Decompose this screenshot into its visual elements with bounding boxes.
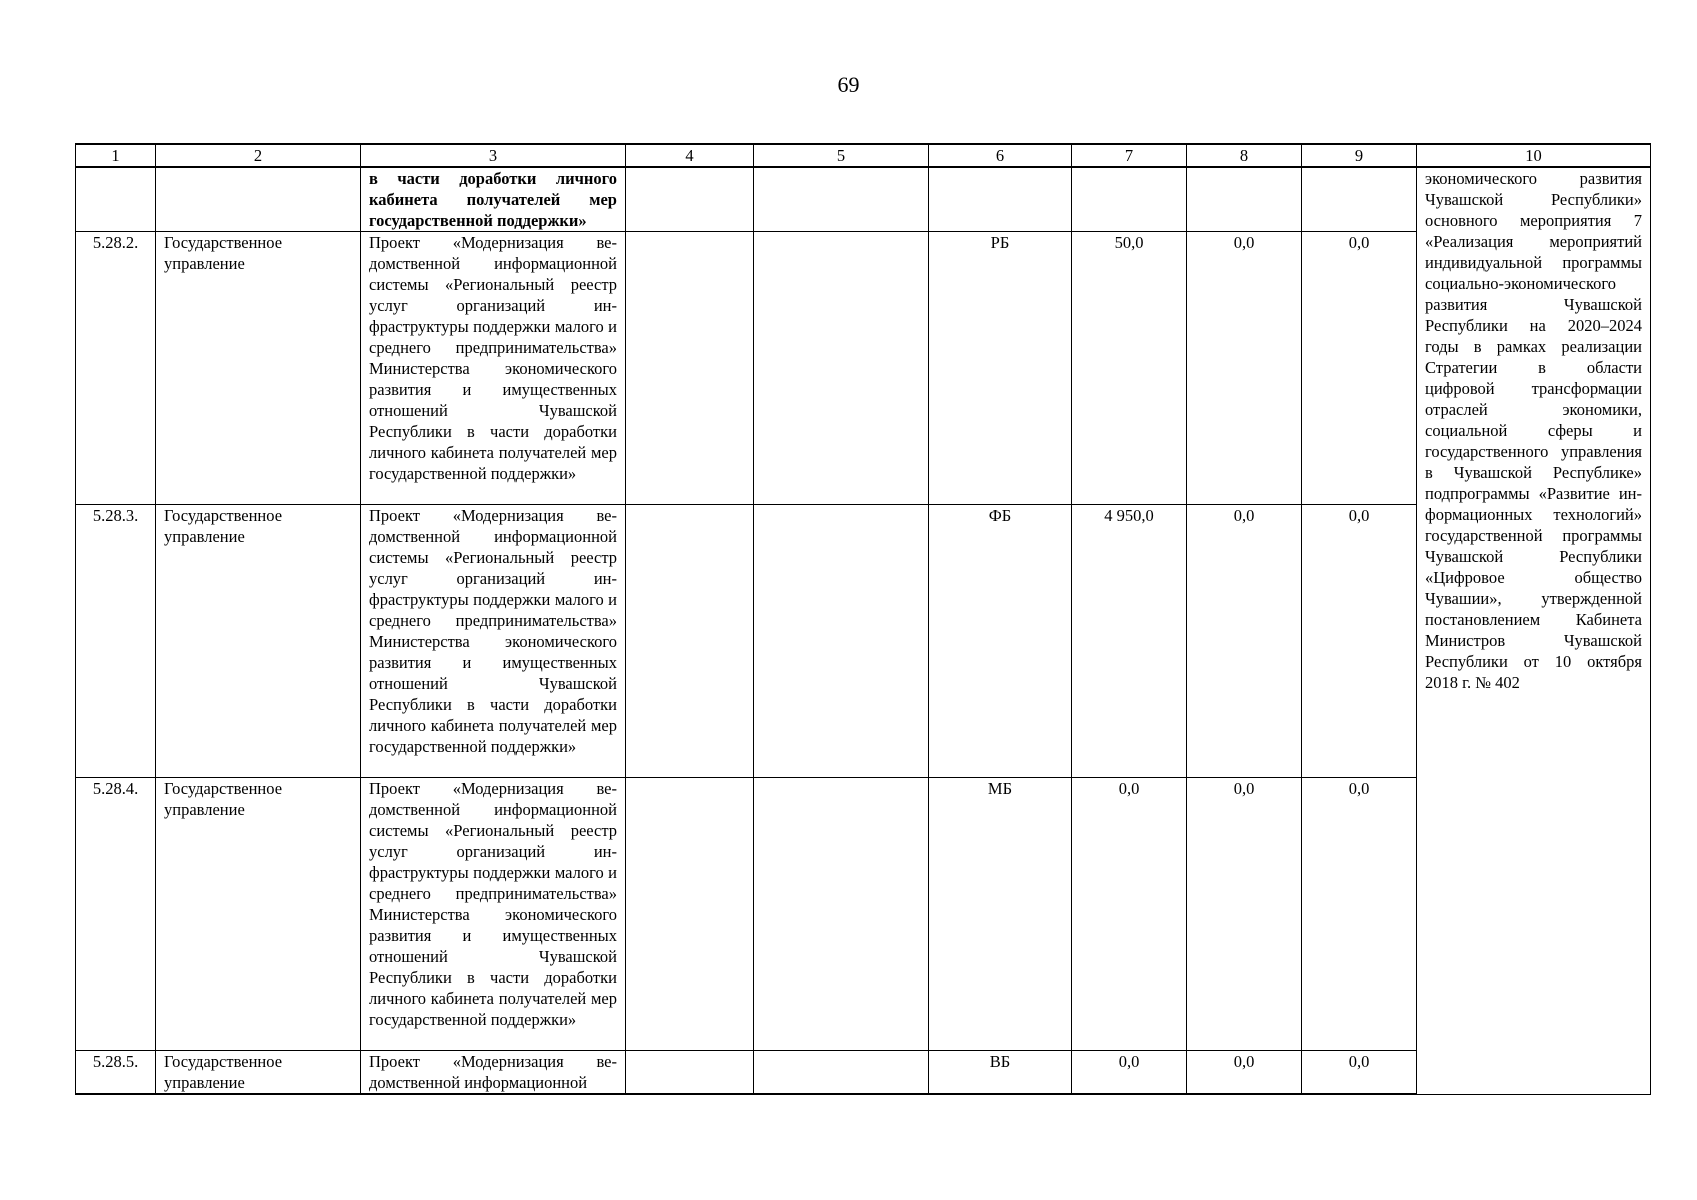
row-description: Проект «Модернизация ведомственной информационной bbox=[361, 1051, 626, 1095]
table-row bbox=[76, 505, 1651, 778]
column-header-10: 10 bbox=[1417, 144, 1651, 167]
row-funding-source: ФБ bbox=[929, 505, 1072, 778]
row-col5 bbox=[754, 505, 929, 778]
cell bbox=[754, 167, 929, 232]
row-col5 bbox=[754, 1051, 929, 1095]
row-id: 5.28.3. bbox=[76, 505, 156, 778]
cell bbox=[626, 167, 754, 232]
row-funding-source: МБ bbox=[929, 778, 1072, 1051]
row-area: Государственное управление bbox=[156, 778, 361, 1051]
table-row bbox=[76, 1051, 1651, 1095]
row-id: 5.28.2. bbox=[76, 232, 156, 505]
row-value-9: 0,0 bbox=[1302, 505, 1417, 778]
row-col4 bbox=[626, 505, 754, 778]
row-area: Государственное управление bbox=[156, 232, 361, 505]
row-value-9: 0,0 bbox=[1302, 778, 1417, 1051]
row-area: Государственное управление bbox=[156, 505, 361, 778]
column-header-7: 7 bbox=[1072, 144, 1187, 167]
column-header-2: 2 bbox=[156, 144, 361, 167]
row-col5 bbox=[754, 232, 929, 505]
row-description: Проект «Модернизация ведомственной информационной системы «Региональный реестр услуг организаций инфраструктуры поддержки малого и среднего предпринимательства» Министерства экономического развития и имущественных отношений Чувашской Республики в части доработки личного кабинета получателей мер государственной поддержки» bbox=[361, 505, 626, 778]
row-value-9: 0,0 bbox=[1302, 232, 1417, 505]
row-value-7: 0,0 bbox=[1072, 778, 1187, 1051]
data-table bbox=[75, 143, 1651, 1095]
cell bbox=[1302, 167, 1417, 232]
row-col4 bbox=[626, 232, 754, 505]
row-value-8: 0,0 bbox=[1187, 232, 1302, 505]
row-id: 5.28.4. bbox=[76, 778, 156, 1051]
row-value-7: 0,0 bbox=[1072, 1051, 1187, 1095]
row-description: Проект «Модернизация ведомственной информационной системы «Региональный реестр услуг организаций инфраструктуры поддержки малого и среднего предпринимательства» Министерства экономического развития и имущественных отношений Чувашской Республики в части доработки личного кабинета получателей мер государственной поддержки» bbox=[361, 778, 626, 1051]
table-row bbox=[76, 778, 1651, 1051]
continuation-row bbox=[76, 167, 1651, 232]
row-id: 5.28.5. bbox=[76, 1051, 156, 1095]
cell bbox=[156, 167, 361, 232]
row-col4 bbox=[626, 778, 754, 1051]
row-funding-source: РБ bbox=[929, 232, 1072, 505]
row-value-8: 0,0 bbox=[1187, 1051, 1302, 1095]
column-10-text: экономического развития Чувашской Республики» основного мероприятия 7 «Реализация мероприятий индивидуальной программы социально-экономического развития Чувашской Республики на 2020–2024 годы в рамках реализации Стратегии в области цифровой трансформации отраслей экономики, социальной сферы и государственного управления в Чувашской Республике» подпрограммы «Развитие информационных технологий» государственной программы Чувашской Республики «Цифровое общество Чувашии», утвержденной постановлением Кабинета Министров Чувашской Республики от 10 октября 2018 г. № 402 bbox=[1417, 167, 1651, 1094]
column-header-8: 8 bbox=[1187, 144, 1302, 167]
row-value-7: 50,0 bbox=[1072, 232, 1187, 505]
row-funding-source: ВБ bbox=[929, 1051, 1072, 1095]
table-row bbox=[76, 232, 1651, 505]
cell bbox=[76, 167, 156, 232]
row-description: Проект «Модернизация ведомственной информационной системы «Региональный реестр услуг организаций инфраструктуры поддержки малого и среднего предпринимательства» Министерства экономического развития и имущественных отношений Чувашской Республики в части доработки личного кабинета получателей мер государственной поддержки» bbox=[361, 232, 626, 505]
row-col5 bbox=[754, 778, 929, 1051]
column-header-6: 6 bbox=[929, 144, 1072, 167]
row-value-7: 4 950,0 bbox=[1072, 505, 1187, 778]
row-value-9: 0,0 bbox=[1302, 1051, 1417, 1095]
column-header-5: 5 bbox=[754, 144, 929, 167]
row-area: Государственное управление bbox=[156, 1051, 361, 1095]
continuation-text: в части доработки личного кабинета получателей мер государственной поддержки» bbox=[361, 167, 626, 232]
column-header-4: 4 bbox=[626, 144, 754, 167]
row-value-8: 0,0 bbox=[1187, 505, 1302, 778]
row-col4 bbox=[626, 1051, 754, 1095]
header-row bbox=[76, 144, 1651, 167]
cell bbox=[929, 167, 1072, 232]
cell bbox=[1187, 167, 1302, 232]
column-header-3: 3 bbox=[361, 144, 626, 167]
column-header-9: 9 bbox=[1302, 144, 1417, 167]
column-header-1: 1 bbox=[76, 144, 156, 167]
row-value-8: 0,0 bbox=[1187, 778, 1302, 1051]
page-number: 69 bbox=[837, 72, 860, 97]
cell bbox=[1072, 167, 1187, 232]
